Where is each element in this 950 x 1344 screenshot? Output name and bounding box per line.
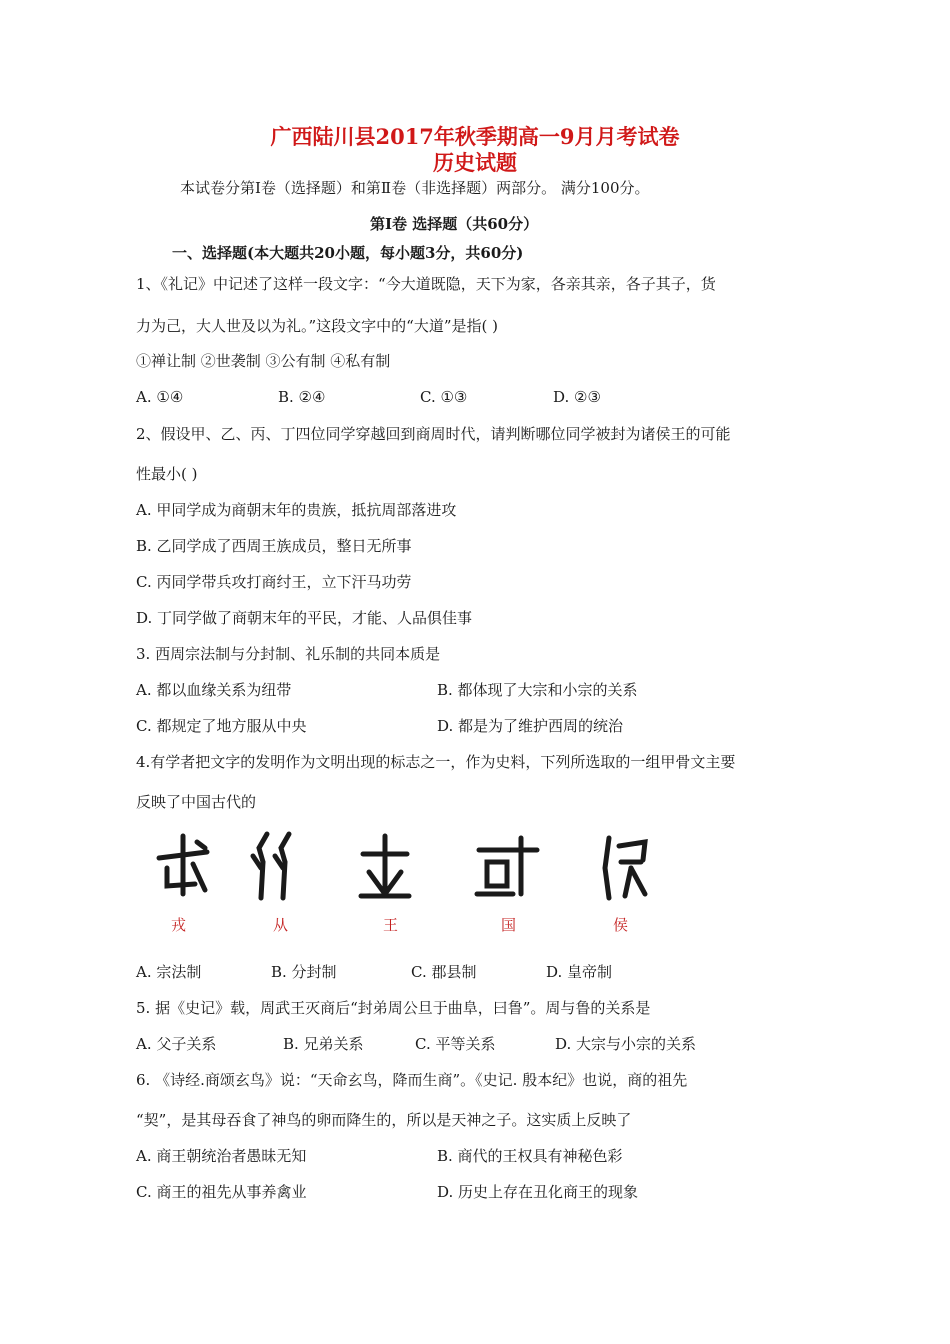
q4-option-a: A. 宗法制: [136, 963, 202, 981]
q4-stem-line2: 反映了中国古代的: [136, 793, 257, 811]
q3-stem: 3. 西周宗法制与分封制、礼乐制的共同本质是: [136, 645, 441, 663]
q3-option-b: B. 都体现了大宗和小宗的关系: [437, 681, 638, 699]
glyph-label-guo: 国: [501, 916, 517, 934]
q3-option-c: C. 都规定了地方服从中央: [136, 717, 307, 735]
glyph-label-hou: 侯: [613, 916, 629, 934]
oracle-glyph-wang-icon: [355, 828, 415, 908]
q6-option-c: C. 商王的祖先从事养禽业: [136, 1183, 307, 1201]
glyph-label-wang: 王: [383, 916, 399, 934]
oracle-bone-figure: [135, 828, 670, 940]
q1-option-b: B. ②④: [278, 388, 326, 406]
q3-option-d: D. 都是为了维护西周的统治: [437, 717, 624, 735]
section-subheading: 一、选择题(本大题共20小题，每小题3分，共60分): [172, 244, 524, 262]
q5-stem: 5. 据《史记》载，周武王灭商后“封弟周公旦于曲阜，曰鲁”。周与鲁的关系是: [136, 999, 651, 1017]
q1-option-d: D. ②③: [553, 388, 601, 406]
exam-subject-title: 历史试题: [433, 150, 517, 175]
q6-option-d: D. 历史上存在丑化商王的现象: [437, 1183, 639, 1201]
q2-option-c: C. 丙同学带兵攻打商纣王，立下汗马功劳: [136, 573, 412, 591]
q4-stem-line1: 4.有学者把文字的发明作为文明出现的标志之一，作为史料，下列所选取的一组甲骨文主要: [136, 753, 736, 771]
oracle-glyph-guo-icon: [473, 828, 543, 908]
exam-title: 广西陆川县2017年秋季期高一9月月考试卷: [270, 124, 680, 149]
q2-option-a: A. 甲同学成为商朝末年的贵族，抵抗周部落进攻: [136, 501, 457, 519]
oracle-glyph-hou-icon: [595, 828, 655, 908]
q2-option-d: D. 丁同学做了商朝末年的平民，才能、人品俱佳事: [136, 609, 473, 627]
q6-option-b: B. 商代的王权具有神秘色彩: [437, 1147, 623, 1165]
q6-option-a: A. 商王朝统治者愚昧无知: [136, 1147, 307, 1165]
glyph-label-rong: 戎: [171, 916, 187, 934]
oracle-glyph-rong-icon: [153, 828, 213, 908]
q3-option-a: A. 都以血缘关系为纽带: [136, 681, 292, 699]
q5-option-b: B. 兄弟关系: [283, 1035, 364, 1053]
q1-items: ①禅让制 ②世袭制 ③公有制 ④私有制: [136, 352, 391, 370]
q2-option-b: B. 乙同学成了西周王族成员，整日无所事: [136, 537, 412, 555]
section-heading: 第Ⅰ卷 选择题（共60分）: [370, 215, 539, 233]
q5-option-d: D. 大宗与小宗的关系: [555, 1035, 697, 1053]
q2-stem-line1: 2、假设甲、乙、丙、丁四位同学穿越回到商周时代，请判断哪位同学被封为诸侯王的可能: [136, 425, 731, 443]
oracle-glyph-cong-icon: [247, 828, 307, 908]
q4-option-c: C. 郡县制: [411, 963, 477, 981]
exam-intro: 本试卷分第Ⅰ卷（选择题）和第Ⅱ卷（非选择题）两部分。 满分100分。: [180, 179, 650, 197]
q2-stem-line2: 性最小( ): [136, 465, 198, 483]
q5-option-a: A. 父子关系: [136, 1035, 217, 1053]
q6-stem-line1: 6. 《诗经.商颂玄鸟》说：“天命玄鸟，降而生商”。《史记. 殷本纪》也说，商的祖先: [136, 1071, 688, 1089]
q1-option-a: A. ①④: [136, 388, 184, 406]
q5-option-c: C. 平等关系: [415, 1035, 496, 1053]
q4-option-b: B. 分封制: [271, 963, 337, 981]
q1-stem-line1: 1、《礼记》中记述了这样一段文字：“今大道既隐，天下为家，各亲其亲，各子其子，货: [136, 275, 716, 293]
q1-option-c: C. ①③: [420, 388, 468, 406]
q1-stem-line2: 力为己，大人世及以为礼。”这段文字中的“大道”是指( ): [136, 317, 498, 335]
q6-stem-line2: “契”，是其母吞食了神鸟的卵而降生的，所以是天神之子。这实质上反映了: [136, 1111, 632, 1129]
q4-option-d: D. 皇帝制: [546, 963, 613, 981]
glyph-label-cong: 从: [273, 916, 289, 934]
